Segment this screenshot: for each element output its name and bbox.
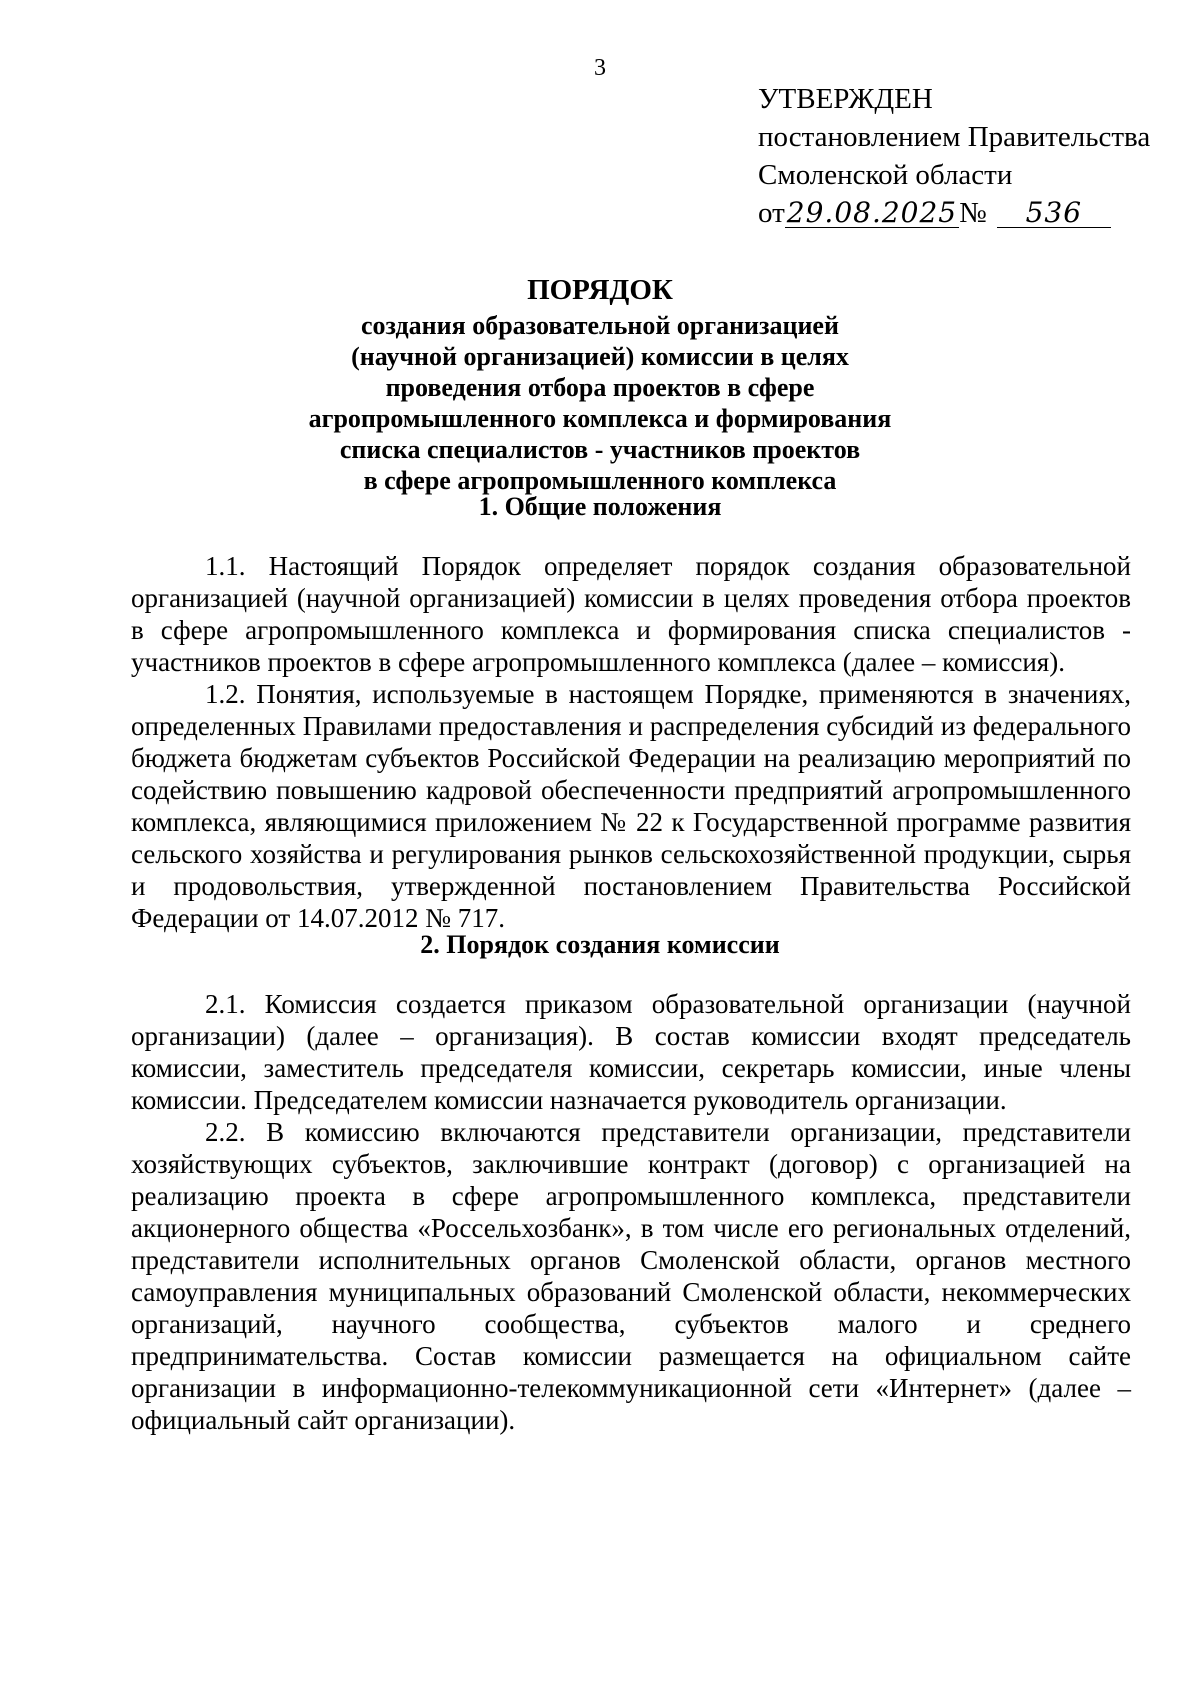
section-1-heading: 1. Общие положения <box>478 492 722 521</box>
paragraph-2-1: 2.1. Комиссия создается приказом образовательной организации (научной организации) (далее – организация). В состав комиссии входят председатель комиссии, заместитель председателя комиссии, секретарь комиссии, иные члены комиссии. Председателем комиссии назначается руководитель организации. <box>131 989 1131 1115</box>
handwritten-number: 536 <box>997 199 1111 228</box>
title-line-2: (научной организацией) комиссии в целях <box>351 342 849 371</box>
title-line-4: агропромышленного комплекса и формирования <box>308 404 892 433</box>
approval-stamp <box>758 80 1150 232</box>
title-line-1: создания образовательной организацией <box>361 311 839 340</box>
approval-line-1: постановлением Правительства <box>758 121 1151 153</box>
approval-status: УТВЕРЖДЕН <box>758 83 933 115</box>
title-line-3: проведения отбора проектов в сфере <box>385 373 815 402</box>
section-2-heading: 2. Порядок создания комиссии <box>420 930 780 959</box>
handwritten-date: 29.08.2025 <box>786 196 958 229</box>
document-title <box>0 270 1200 496</box>
title-line-6: в сфере агропромышленного комплекса <box>363 466 837 495</box>
approval-line-2: Смоленской области <box>758 159 1013 191</box>
page-number: 3 <box>594 55 606 81</box>
number-prefix: № <box>959 197 987 229</box>
date-prefix: от <box>758 197 785 229</box>
title-line-5: списка специалистов - участников проектов <box>339 435 861 464</box>
paragraph-2-2: 2.2. В комиссию включаются представители организации, представители хозяйствующих субъектов, заключившие контракт (договор) с организацией на реализацию проекта в сфере агропромышленного комплекса, представители акционерного общества «Россельхозбанк», в том числе его региональных отделений, представители исполнительных органов Смоленской области, органов местного самоуправления муниципальных образований Смоленской области, некоммерческих организаций, научного сообщества, субъектов малого и среднего предпринимательства. Состав комиссии размещается на официальном сайте организации в информационно-телекоммуникационной сети «Интернет» (далее – официальный сайт организации). <box>131 1117 1131 1435</box>
approval-date-line <box>758 194 1150 232</box>
title-main: ПОРЯДОК <box>527 274 673 306</box>
paragraph-1-2: 1.2. Понятия, используемые в настоящем Порядке, применяются в значениях, определенных Правилами предоставления и распределения субсидий из федерального бюджета бюджетам субъектов Российской Федерации на реализацию мероприятий по содействию повышению кадровой обеспеченности предприятий агропромышленного комплекса, являющимися приложением № 22 к Государственной программе развития сельского хозяйства и регулирования рынков сельскохозяйственной продукции, сырья и продовольствия, утвержденной постановлением Правительства Российской Федерации от 14.07.2012 № 717. <box>131 679 1131 933</box>
paragraph-1-1: 1.1. Настоящий Порядок определяет порядок создания образовательной организацией (научной организацией) комиссии в целях проведения отбора проектов в сфере агропромышленного комплекса и формирования списка специалистов - участников проектов в сфере агропромышленного комплекса (далее – комиссия). <box>131 551 1131 677</box>
